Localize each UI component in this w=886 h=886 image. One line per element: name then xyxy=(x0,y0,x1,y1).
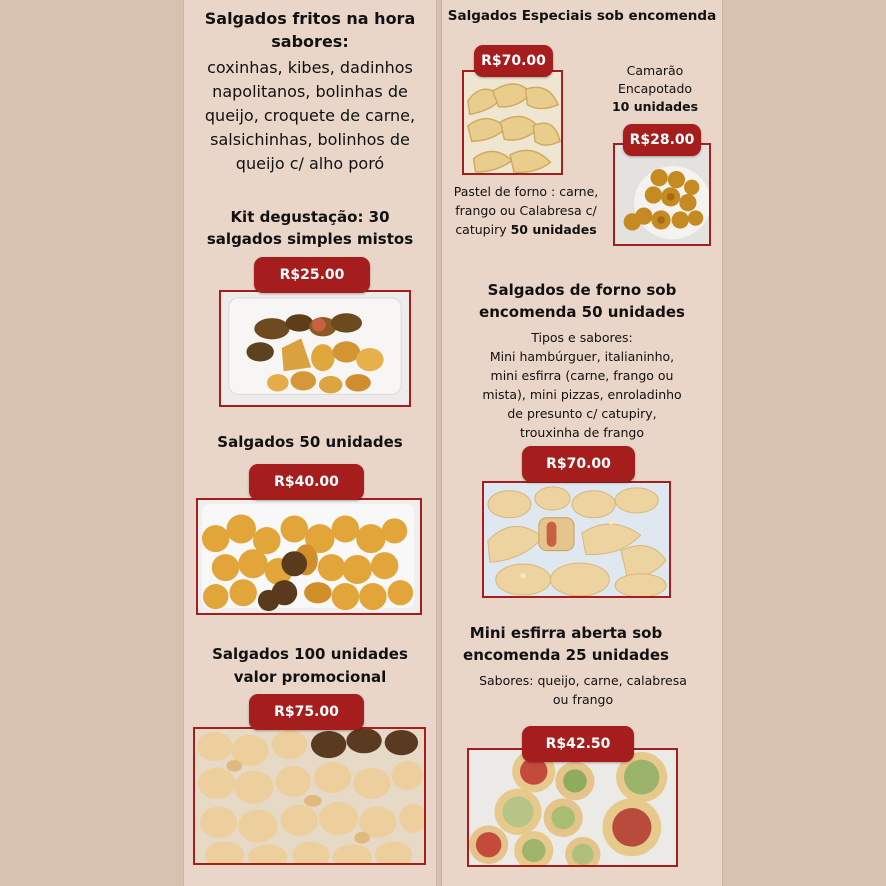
pastel-qty: 50 unidades xyxy=(510,222,597,237)
s100-title xyxy=(184,643,436,689)
forno-desc-line: Tipos e sabores: xyxy=(531,330,633,345)
kit-title-line: Kit degustação: 30 xyxy=(230,208,390,226)
fried-flavors xyxy=(184,56,436,176)
forno-price-badge: R$70.00 xyxy=(522,446,635,482)
pastel-line-text: catupiry xyxy=(455,222,511,237)
s100-title-line: valor promocional xyxy=(233,668,387,686)
kit-price-badge: R$25.00 xyxy=(254,257,370,293)
pastel-line: Pastel de forno : carne, xyxy=(453,184,599,199)
flavor-line: queijo c/ alho poró xyxy=(235,154,385,173)
s50-price-badge: R$40.00 xyxy=(249,464,364,500)
forno-desc-line: Mini hambúrguer, italianinho, xyxy=(489,349,675,364)
salgados-100-photo xyxy=(193,727,426,865)
esfirra-title-line: encomenda 25 unidades xyxy=(463,646,669,664)
special-header: Salgados Especiais sob encomenda xyxy=(447,8,717,24)
flavor-line: coxinhas, kibes, dadinhos xyxy=(207,58,413,77)
esfirra-title-line: Mini esfirra aberta sob xyxy=(469,624,663,642)
s100-title-line: Salgados 100 unidades xyxy=(212,645,408,663)
forno-title-line: encomenda 50 unidades xyxy=(479,303,685,321)
esfirra-desc-line: ou frango xyxy=(552,692,614,707)
kit-title xyxy=(184,206,436,250)
pastel-price-badge: R$70.00 xyxy=(474,45,553,77)
forno-title-line: Salgados de forno sob xyxy=(487,281,677,299)
flavor-line: queijo, croquete de carne, xyxy=(204,106,416,125)
pastel-line xyxy=(446,220,606,239)
forno-desc-line: mista), mini pizzas, enroladinho xyxy=(482,387,682,402)
pastel-forno-photo xyxy=(462,70,563,175)
fried-subtitle: sabores: xyxy=(271,32,349,51)
kit-salgados-photo xyxy=(219,290,411,407)
fried-title: Salgados fritos na hora xyxy=(204,9,416,28)
camarao-line: Camarão xyxy=(626,63,684,78)
pastel-line: frango ou Calabresa c/ xyxy=(455,203,597,218)
esfirra-price-badge: R$42.50 xyxy=(522,726,634,762)
s50-title: Salgados 50 unidades xyxy=(217,433,403,451)
forno-desc xyxy=(442,328,722,442)
camarao-qty: 10 unidades xyxy=(611,99,699,114)
pastel-text xyxy=(446,182,606,239)
forno-desc-line: trouxinha de frango xyxy=(520,425,644,440)
kit-title-line: salgados simples mistos xyxy=(206,230,414,248)
esfirra-desc xyxy=(442,671,724,709)
salgados-forno-photo xyxy=(482,481,671,598)
camarao-photo xyxy=(613,143,711,246)
forno-desc-line: de presunto c/ catupiry, xyxy=(507,406,657,421)
flavor-line: salsichinhas, bolinhos de xyxy=(210,130,410,149)
mini-esfirra-photo xyxy=(467,748,678,867)
flavor-line: napolitanos, bolinhas de xyxy=(212,82,408,101)
forno-desc-line: mini esfirra (carne, frango ou xyxy=(490,368,674,383)
camarao-text xyxy=(593,62,717,116)
camarao-line: Encapotado xyxy=(617,81,693,96)
esfirra-desc-line: Sabores: queijo, carne, calabresa xyxy=(479,673,687,688)
camarao-price-badge: R$28.00 xyxy=(623,124,701,156)
s100-price-badge: R$75.00 xyxy=(249,694,364,730)
forno-title xyxy=(442,279,722,323)
salgados-50-photo xyxy=(196,498,422,615)
esfirra-title xyxy=(442,622,690,666)
